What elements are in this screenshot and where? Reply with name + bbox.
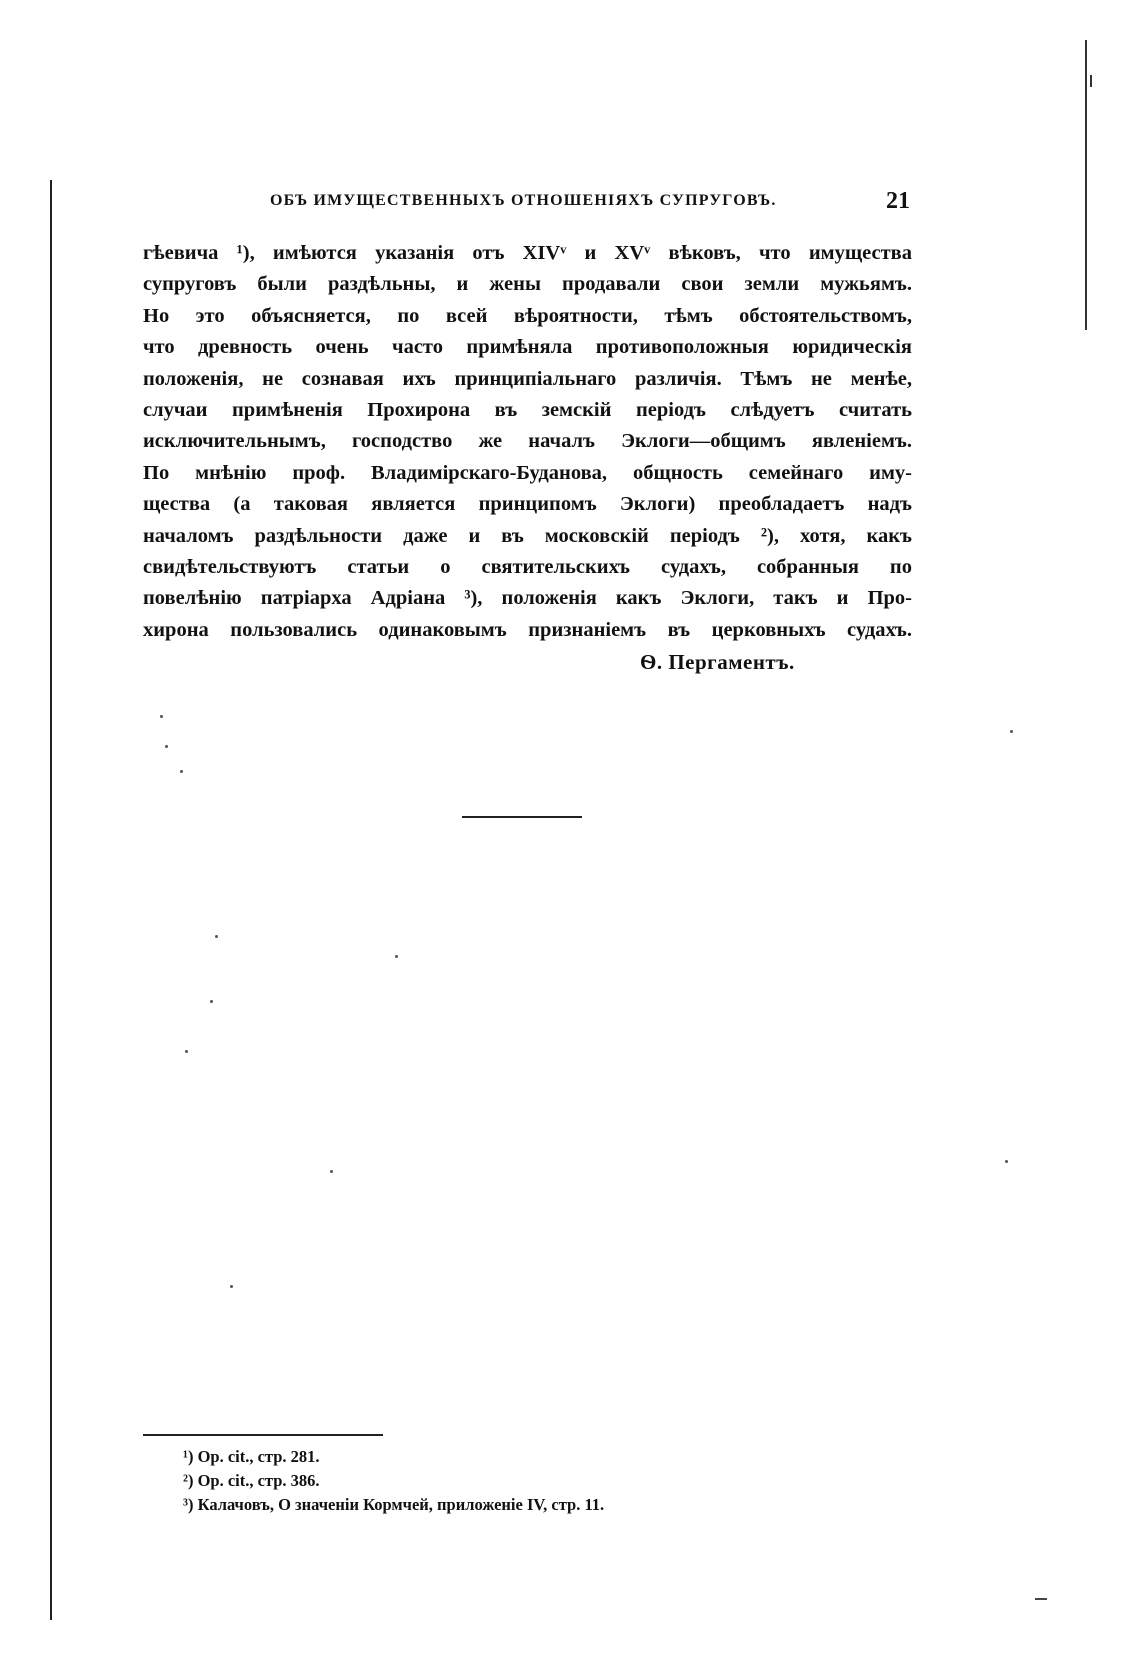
author-signature: Ѳ. Пергаментъ. bbox=[640, 650, 795, 674]
text-line: исключительнымъ, господство же началъ Эклоги—общимъ явленіемъ. bbox=[143, 430, 912, 453]
footnotes bbox=[183, 1445, 604, 1517]
main-text bbox=[143, 238, 912, 646]
page-edge-left bbox=[50, 180, 52, 1620]
text-line: гѣевича ¹), имѣются указанія отъ XIVᵛ и XVᵛ вѣковъ, что имущества bbox=[143, 242, 912, 264]
text-line: Но это объясняется, по всей вѣроятности, тѣмъ обстоятельствомъ, bbox=[143, 304, 912, 327]
scan-speck bbox=[180, 770, 183, 773]
page-edge-right-mark bbox=[1090, 75, 1092, 87]
scan-speck bbox=[185, 1050, 188, 1053]
text-line: случаи примѣненія Прохирона въ земскій періодъ слѣдуетъ считать bbox=[143, 398, 912, 421]
text-line: супруговъ были раздѣльны, и жены продавали свои земли мужьямъ. bbox=[143, 273, 912, 296]
scan-speck bbox=[1005, 1160, 1008, 1163]
scan-speck bbox=[230, 1285, 233, 1288]
scan-speck bbox=[160, 715, 163, 718]
scan-mark bbox=[1035, 1598, 1047, 1600]
scan-speck bbox=[395, 955, 398, 958]
scan-speck bbox=[165, 745, 168, 748]
text-line: свидѣтельствуютъ статьи о святительскихъ судахъ, собранныя по bbox=[143, 555, 912, 578]
footnote-rule bbox=[143, 1434, 383, 1436]
scan-speck bbox=[1010, 730, 1013, 733]
page-header bbox=[140, 188, 910, 218]
page-number: 21 bbox=[886, 188, 910, 214]
footnote-1: ¹) Op. cit., стр. 281. bbox=[183, 1447, 320, 1466]
text-line: хирона пользовались одинаковымъ признаніемъ въ церковныхъ судахъ. bbox=[143, 618, 912, 641]
text-line: что древность очень часто примѣняла противоположныя юридическія bbox=[143, 336, 912, 359]
footnote-2: ²) Op. cit., стр. 386. bbox=[183, 1471, 320, 1490]
text-line: положенія, не сознавая ихъ принципіальнаго различія. Тѣмъ не менѣе, bbox=[143, 367, 912, 390]
scan-speck bbox=[330, 1170, 333, 1173]
text-line: По мнѣнію проф. Владимірскаго-Буданова, общность семейнаго иму- bbox=[143, 461, 912, 484]
text-line: началомъ раздѣльности даже и въ московскій періодъ ²), хотя, какъ bbox=[143, 524, 912, 547]
section-divider bbox=[462, 816, 582, 818]
scan-speck bbox=[215, 935, 218, 938]
page-edge-right bbox=[1085, 40, 1087, 330]
footnote-3: ³) Калачовъ, О значеніи Кормчей, приложеніе IV, стр. 11. bbox=[183, 1495, 605, 1514]
running-title: ОБЪ ИМУЩЕСТВЕННЫХЪ ОТНОШЕНІЯХЪ СУПРУГОВЪ. bbox=[270, 192, 777, 209]
text-line: щества (а таковая является принципомъ Эклоги) преобладаетъ надъ bbox=[143, 493, 912, 516]
text-line: повелѣнію патріарха Адріана ³), положенія какъ Эклоги, такъ и Про- bbox=[143, 587, 912, 610]
scan-speck bbox=[210, 1000, 213, 1003]
